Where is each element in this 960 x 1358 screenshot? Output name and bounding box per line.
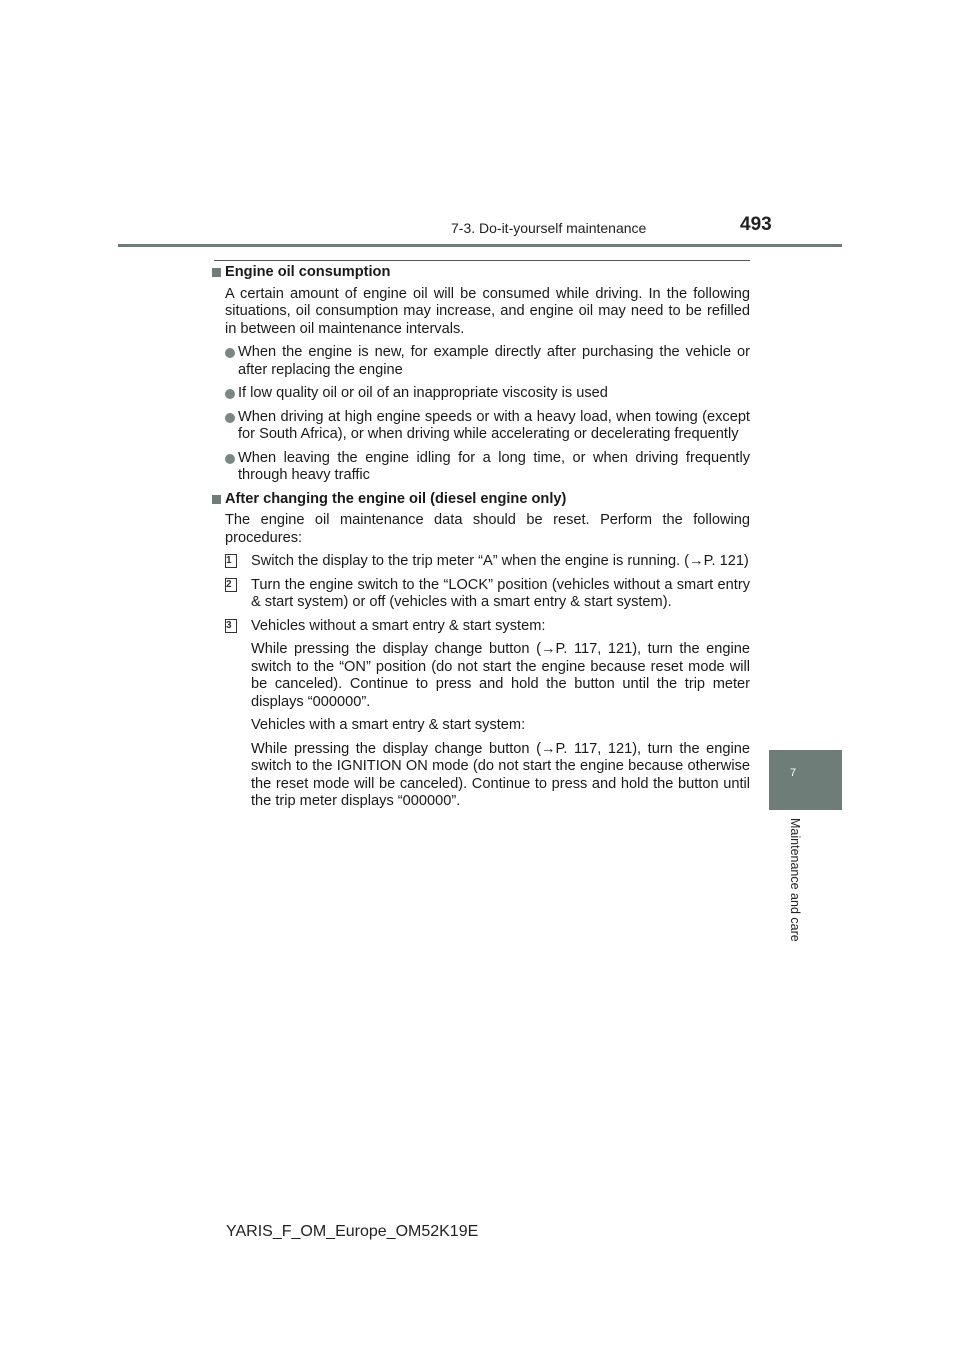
section-heading-text: After changing the engine oil (diesel engine only) xyxy=(225,490,567,507)
section-intro: The engine oil maintenance data should be reset. Perform the following procedures: xyxy=(225,512,750,546)
square-bullet-icon xyxy=(212,495,221,504)
bullet-item xyxy=(238,450,750,485)
bullet-item xyxy=(238,385,750,403)
step-item xyxy=(226,576,750,612)
step-detail-paragraph: While pressing the display change button (→P. 117, 121), turn the engine switch to the IGNITION ON mode (do not start the engine because otherwise the reset mode will be canceled). Continue to press and hold the button until the trip meter displays “000000”. xyxy=(251,740,750,809)
bullet-text: If low quality oil or oil of an inappropriate viscosity is used xyxy=(238,385,608,401)
circle-bullet-icon xyxy=(225,348,235,358)
bullet-text: When driving at high engine speeds or with a heavy load, when towing (except for South Africa), or when driving while accelerating or decelerating frequently xyxy=(238,408,750,442)
running-header-section: 7-3. Do-it-yourself maintenance xyxy=(451,220,647,236)
bullet-item xyxy=(238,409,750,444)
section-heading-text: Engine oil consumption xyxy=(225,264,391,280)
chapter-label: Maintenance and care xyxy=(788,818,802,942)
circle-bullet-icon xyxy=(225,454,235,464)
square-bullet-icon xyxy=(212,268,221,277)
footer-document-code: YARIS_F_OM_Europe_OM52K19E xyxy=(226,1223,479,1240)
bullet-text: When leaving the engine idling for a long time, or when driving frequently through heavy traffic xyxy=(238,449,750,483)
header-rule xyxy=(118,244,842,247)
bullet-text: When the engine is new, for example directly after purchasing the vehicle or after replacing the engine xyxy=(238,344,750,378)
section-intro: A certain amount of engine oil will be consumed while driving. In the following situations, oil consumption may increase, and engine oil may need to be refilled in between oil maintenance intervals. xyxy=(225,285,750,337)
step-text: Vehicles without a smart entry & start system: xyxy=(251,617,546,634)
circle-bullet-icon xyxy=(225,413,235,423)
step-text: Switch the display to the trip meter “A” when the engine is running. (→P. 121) xyxy=(251,553,749,569)
bullet-item xyxy=(238,344,750,379)
step-number-box: 3 xyxy=(225,619,237,633)
step-number-box: 1 xyxy=(225,554,237,568)
page-number: 493 xyxy=(740,214,772,235)
circle-bullet-icon xyxy=(225,389,235,399)
content-top-rule xyxy=(214,260,750,261)
chapter-tab xyxy=(769,750,842,810)
step-number-box: 2 xyxy=(225,578,237,592)
section-heading xyxy=(212,491,750,509)
step-detail-paragraph: Vehicles with a smart entry & start system: xyxy=(251,717,526,733)
step-item xyxy=(226,617,750,636)
step-item xyxy=(226,553,750,571)
step-detail-paragraph: While pressing the display change button (→P. 117, 121), turn the engine switch to the “ON” position (do not start the engine because reset mode will be canceled). Continue to press and hold the button until the trip meter displays “000000”. xyxy=(251,641,750,710)
page-content xyxy=(212,264,750,811)
chapter-number: 7 xyxy=(790,767,797,779)
step-text: Turn the engine switch to the “LOCK” position (vehicles without a smart entry & start system) or off (vehicles with a smart entry & start system). xyxy=(251,576,750,610)
section-heading xyxy=(212,264,750,282)
